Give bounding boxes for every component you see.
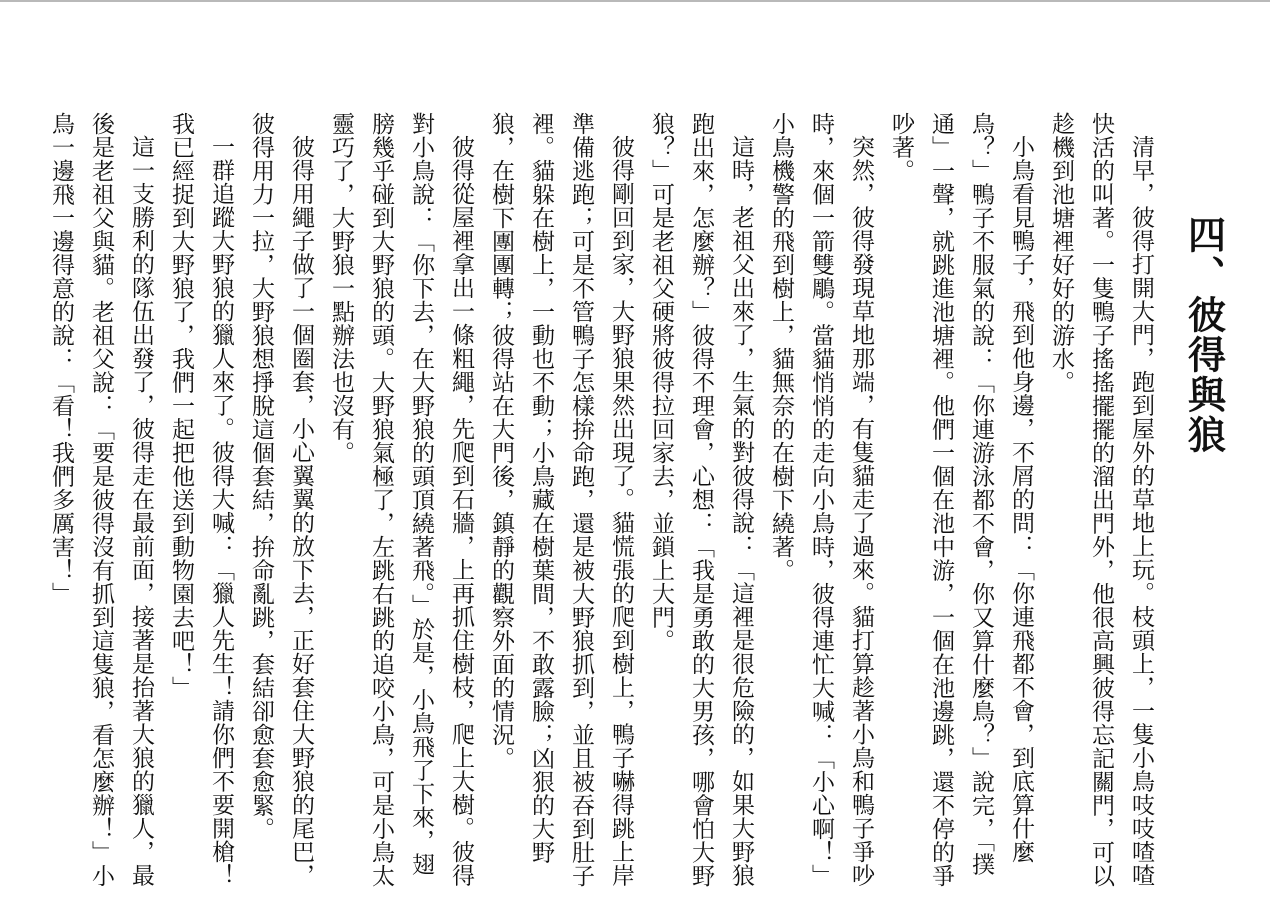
story-paragraph: 一群追蹤大野狼的獵人來了。彼得大喊：「獵人先生！請你們不要開槍！我已經捉到大野狼了，我們一起把他送到動物園去吧！」 — [168, 112, 234, 887]
story-paragraph: 彼得用繩子做了一個圈套，小心翼翼的放下去，正好套住大野狼的尾巴，彼得用力一拉，大野狼想掙脫這個套結，拚命亂跳，套結卻愈套愈緊。 — [248, 112, 314, 887]
story-paragraph: 這時，老祖父出來了，生氣的對彼得說：「這裡是很危險的，如果大野狼跑出來，怎麼辦？」彼得不理會，心想：「我是勇敢的大男孩，哪會怕大野狼？」可是老祖父硬將彼得拉回家去，並鎖上大門。 — [648, 112, 754, 888]
story-paragraph: 清早，彼得打開大門，跑到屋外的草地上玩。枝頭上，一隻小鳥吱吱喳喳快活的叫著。一隻鴨子搖搖擺擺的溜出門外，他很高興彼得忘記關門，可以趁機到池塘裡好好的游水。 — [1048, 112, 1154, 888]
chapter-title: 四、彼得與狼 — [1181, 215, 1226, 455]
story-body — [48, 112, 1161, 892]
story-paragraph: 這一支勝利的隊伍出發了，彼得走在最前面，接著是抬著大狼的獵人，最後是老祖父與貓。老祖父說：「要是彼得沒有抓到這隻狼，看怎麼辦！」小鳥一邊飛一邊得意的說：「看！我們多厲害！」 — [48, 112, 154, 888]
story-paragraph: 突然，彼得發現草地那端，有隻貓走了過來。貓打算趁著小鳥和鴨子爭吵時，來個一箭雙鵰。當貓悄悄的走向小鳥時，彼得連忙大喊：「小心啊！」小鳥機警的飛到樹上，貓無奈的在樹下繞著。 — [768, 112, 874, 888]
story-paragraph: 彼得剛回到家，大野狼果然出現了。貓慌張的爬到樹上，鴨子嚇得跳上岸準備逃跑；可是不管鴨子怎樣拚命跑，還是被大野狼抓到，並且被吞到肚子裡。貓躲在樹上，一動也不動；小鳥藏在樹葉間，不敢露臉；凶狠的大野狼，在樹下團團轉；彼得站在大門後，鎮靜的觀察外面的情況。 — [488, 112, 634, 888]
story-paragraph: 彼得從屋裡拿出一條粗繩，先爬到石牆，上再抓住樹枝，爬上大樹。彼得對小鳥說：「你下去，在大野狼的頭頂繞著飛。」於是，小鳥飛了下來，翅膀幾乎碰到大野狼的頭。大野狼氣極了，左跳右跳的追咬小鳥，可是小鳥太靈巧了，大野狼一點辦法也沒有。 — [328, 112, 474, 888]
story-paragraph: 小鳥看見鴨子，飛到他身邊，不屑的問：「你連飛都不會，到底算什麼鳥？」鴨子不服氣的說：「你連游泳都不會，你又算什麼鳥？」說完，「撲通」一聲，就跳進池塘裡。他們一個在池中游，一個在池邊跳，還不停的爭吵著。 — [888, 112, 1034, 888]
